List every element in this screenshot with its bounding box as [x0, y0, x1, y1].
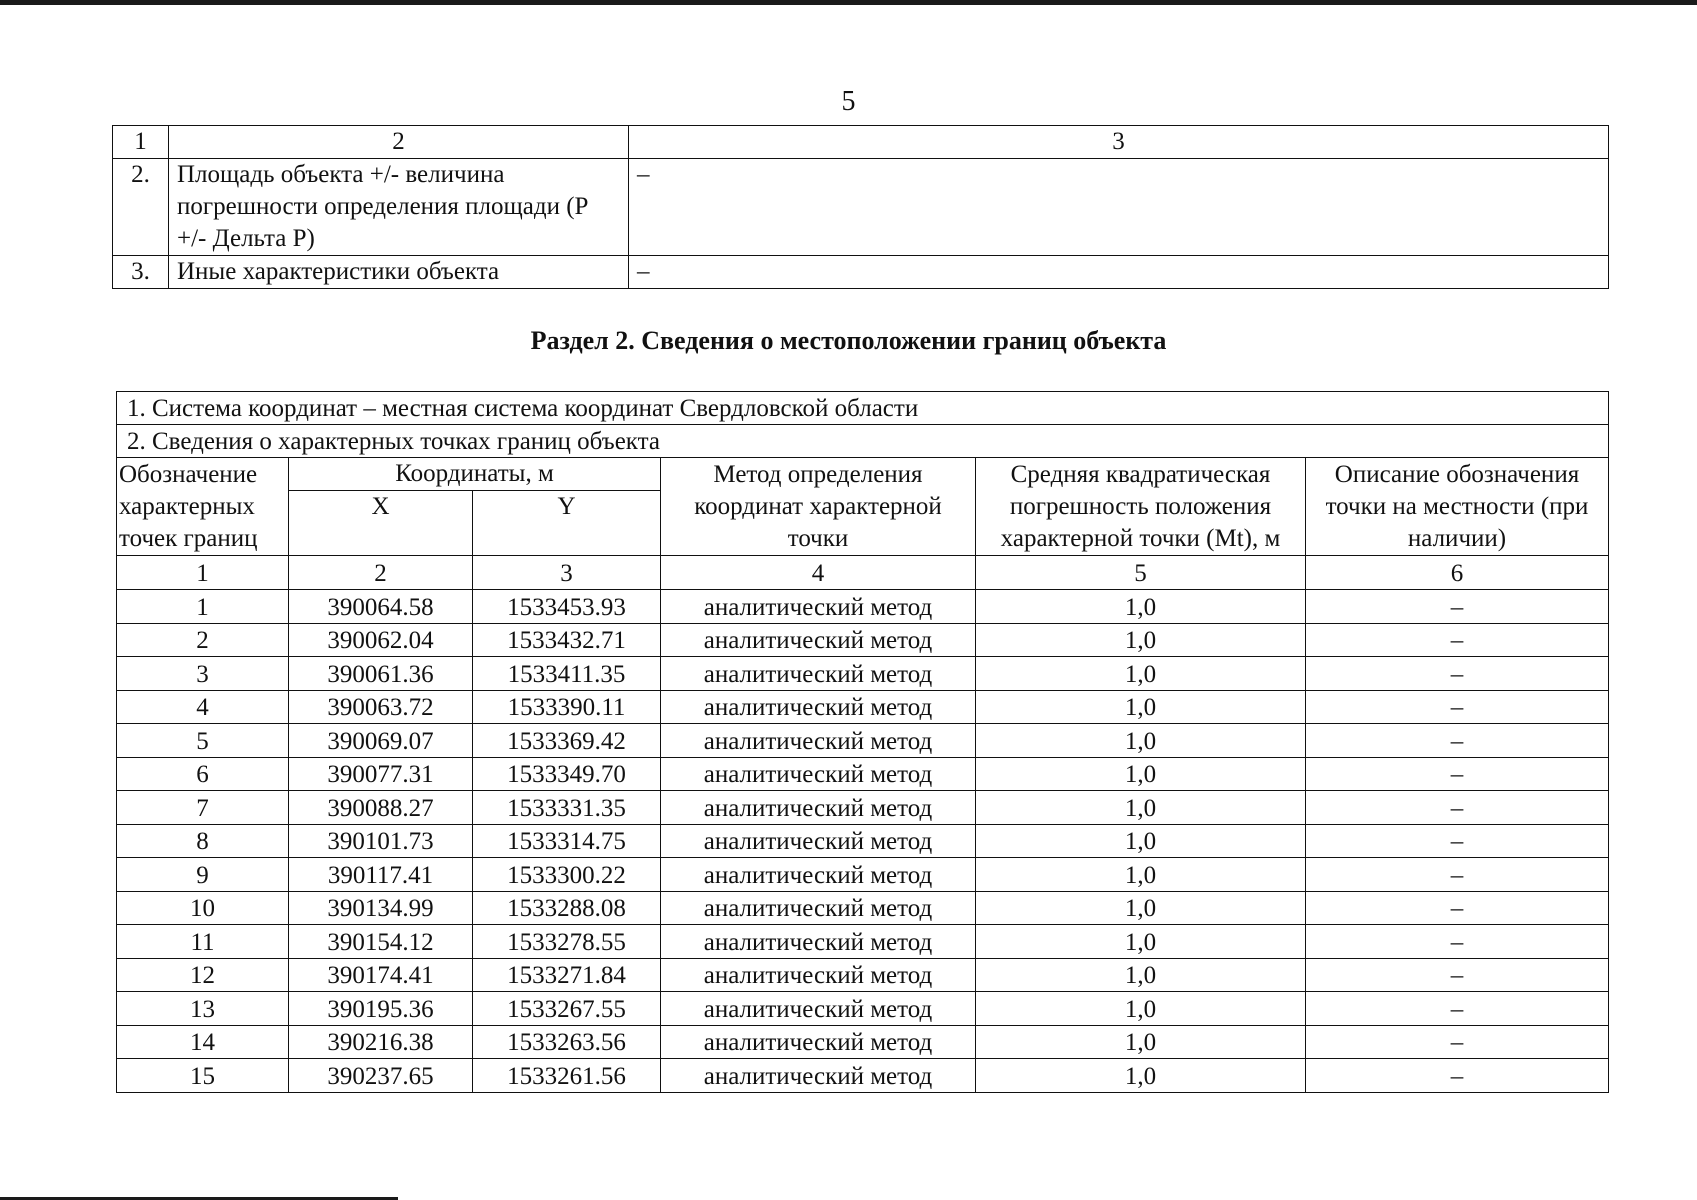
table-row [117, 690, 1609, 724]
header-cell: 2 [169, 126, 629, 159]
error-value: 1,0 [976, 925, 1306, 959]
method-cell: аналитический метод [661, 657, 976, 691]
y-coordinate: 1533314.75 [473, 824, 661, 858]
error-value: 1,0 [976, 858, 1306, 892]
point-number: 11 [117, 925, 289, 959]
column-number: 3 [473, 556, 661, 590]
y-coordinate: 1533349.70 [473, 757, 661, 791]
coordinates-header: Координаты, м [289, 458, 661, 491]
y-coordinate: 1533288.08 [473, 891, 661, 925]
description-cell: – [1306, 590, 1609, 624]
y-coordinate: 1533331.35 [473, 791, 661, 825]
column-number-row [117, 556, 1609, 590]
description-cell: – [1306, 1025, 1609, 1059]
x-coordinate: 390088.27 [289, 791, 473, 825]
row-number: 3. [113, 256, 169, 289]
method-cell: аналитический метод [661, 992, 976, 1026]
description-cell: – [1306, 858, 1609, 892]
y-coordinate: 1533261.56 [473, 1059, 661, 1093]
table-row [117, 1025, 1609, 1059]
y-coordinate: 1533369.42 [473, 724, 661, 758]
error-value: 1,0 [976, 824, 1306, 858]
column-number: 6 [1306, 556, 1609, 590]
scan-edge-top [0, 0, 1697, 5]
x-coordinate: 390174.41 [289, 958, 473, 992]
method-cell: аналитический метод [661, 757, 976, 791]
error-value: 1,0 [976, 590, 1306, 624]
x-coordinate: 390154.12 [289, 925, 473, 959]
y-coordinate: 1533300.22 [473, 858, 661, 892]
error-value: 1,0 [976, 992, 1306, 1026]
point-number: 15 [117, 1059, 289, 1093]
description-cell: – [1306, 791, 1609, 825]
coordinate-system-text: 1. Система координат – местная система координат Свердловской области [117, 392, 1609, 425]
error-value: 1,0 [976, 1025, 1306, 1059]
page-number: 5 [841, 86, 856, 117]
description-cell: – [1306, 992, 1609, 1026]
header-cell: 3 [629, 126, 1609, 159]
table-row [117, 824, 1609, 858]
point-number: 6 [117, 757, 289, 791]
y-coordinate: 1533453.93 [473, 590, 661, 624]
description-cell: – [1306, 958, 1609, 992]
x-coordinate: 390195.36 [289, 992, 473, 1026]
y-coordinate: 1533263.56 [473, 1025, 661, 1059]
point-number: 5 [117, 724, 289, 758]
x-coordinate: 390069.07 [289, 724, 473, 758]
table-row [117, 757, 1609, 791]
method-cell: аналитический метод [661, 858, 976, 892]
table-row [117, 1059, 1609, 1093]
table-header-row [117, 458, 1609, 491]
table-row [117, 958, 1609, 992]
description-header: Описание обозначения точки на местности (при наличии) [1306, 458, 1609, 556]
method-header: Метод определения координат характерной точки [661, 458, 976, 556]
description-cell: – [1306, 925, 1609, 959]
point-number: 10 [117, 891, 289, 925]
table-row [117, 724, 1609, 758]
boundary-points-body [117, 590, 1609, 1093]
method-cell: аналитический метод [661, 1059, 976, 1093]
point-number: 14 [117, 1025, 289, 1059]
point-number: 4 [117, 690, 289, 724]
method-cell: аналитический метод [661, 1025, 976, 1059]
x-coordinate: 390117.41 [289, 858, 473, 892]
table-row [117, 590, 1609, 624]
column-number: 1 [117, 556, 289, 590]
x-header: X [289, 491, 473, 556]
coordinate-system-row [117, 392, 1609, 425]
error-value: 1,0 [976, 657, 1306, 691]
x-coordinate: 390062.04 [289, 623, 473, 657]
error-value: 1,0 [976, 891, 1306, 925]
point-number: 8 [117, 824, 289, 858]
table-row [117, 791, 1609, 825]
point-number: 9 [117, 858, 289, 892]
points-info-text: 2. Сведения о характерных точках границ объекта [117, 425, 1609, 458]
error-value: 1,0 [976, 724, 1306, 758]
points-info-row [117, 425, 1609, 458]
description-cell: – [1306, 1059, 1609, 1093]
error-header: Средняя квадратическая погрешность положения характерной точки (Mt), м [976, 458, 1306, 556]
designation-header: Обозначение характерных точек границ [117, 458, 289, 556]
description-cell: – [1306, 891, 1609, 925]
description-cell: – [1306, 623, 1609, 657]
description-cell: – [1306, 657, 1609, 691]
table-row [113, 256, 1609, 289]
table-row [117, 623, 1609, 657]
error-value: 1,0 [976, 1059, 1306, 1093]
x-coordinate: 390101.73 [289, 824, 473, 858]
method-cell: аналитический метод [661, 958, 976, 992]
method-cell: аналитический метод [661, 590, 976, 624]
point-number: 1 [117, 590, 289, 624]
row-value: – [629, 159, 1609, 256]
error-value: 1,0 [976, 690, 1306, 724]
row-label: Площадь объекта +/- величина погрешности определения площади (Р +/- Дельта Р) [169, 159, 629, 256]
y-coordinate: 1533432.71 [473, 623, 661, 657]
x-coordinate: 390077.31 [289, 757, 473, 791]
header-cell: 1 [113, 126, 169, 159]
row-value: – [629, 256, 1609, 289]
y-coordinate: 1533267.55 [473, 992, 661, 1026]
method-cell: аналитический метод [661, 891, 976, 925]
error-value: 1,0 [976, 958, 1306, 992]
table-row [113, 159, 1609, 256]
x-coordinate: 390237.65 [289, 1059, 473, 1093]
y-coordinate: 1533278.55 [473, 925, 661, 959]
error-value: 1,0 [976, 623, 1306, 657]
error-value: 1,0 [976, 791, 1306, 825]
table-row [117, 992, 1609, 1026]
section-title: Раздел 2. Сведения о местоположении границ объекта [530, 326, 1167, 355]
description-cell: – [1306, 757, 1609, 791]
table-row [117, 657, 1609, 691]
method-cell: аналитический метод [661, 925, 976, 959]
method-cell: аналитический метод [661, 690, 976, 724]
x-coordinate: 390134.99 [289, 891, 473, 925]
boundary-points-table [116, 391, 1609, 1093]
table-row [117, 891, 1609, 925]
column-number: 5 [976, 556, 1306, 590]
y-coordinate: 1533390.11 [473, 690, 661, 724]
description-cell: – [1306, 724, 1609, 758]
object-characteristics-table [112, 125, 1609, 289]
table-row [117, 858, 1609, 892]
description-cell: – [1306, 690, 1609, 724]
table-header-row [113, 126, 1609, 159]
y-coordinate: 1533411.35 [473, 657, 661, 691]
column-number: 4 [661, 556, 976, 590]
point-number: 7 [117, 791, 289, 825]
method-cell: аналитический метод [661, 724, 976, 758]
table-row [117, 925, 1609, 959]
point-number: 13 [117, 992, 289, 1026]
point-number: 3 [117, 657, 289, 691]
row-number: 2. [113, 159, 169, 256]
x-coordinate: 390216.38 [289, 1025, 473, 1059]
x-coordinate: 390064.58 [289, 590, 473, 624]
x-coordinate: 390061.36 [289, 657, 473, 691]
y-header: Y [473, 491, 661, 556]
error-value: 1,0 [976, 757, 1306, 791]
y-coordinate: 1533271.84 [473, 958, 661, 992]
method-cell: аналитический метод [661, 824, 976, 858]
description-cell: – [1306, 824, 1609, 858]
method-cell: аналитический метод [661, 623, 976, 657]
row-label: Иные характеристики объекта [169, 256, 629, 289]
column-number: 2 [289, 556, 473, 590]
point-number: 12 [117, 958, 289, 992]
x-coordinate: 390063.72 [289, 690, 473, 724]
method-cell: аналитический метод [661, 791, 976, 825]
point-number: 2 [117, 623, 289, 657]
